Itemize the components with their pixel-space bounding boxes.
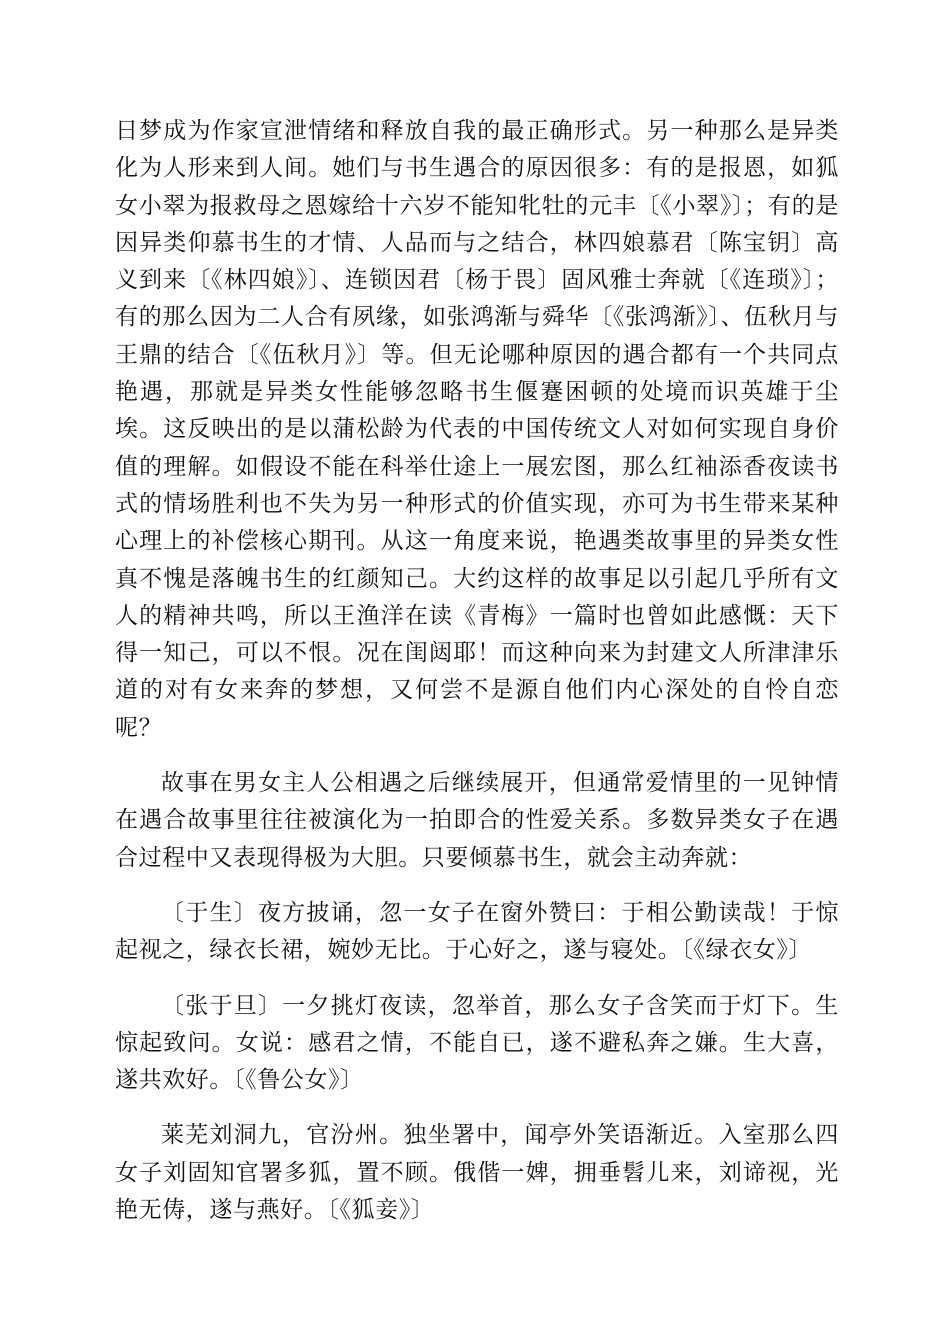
quote-huqie: 莱芜刘洞九，官汾州。独坐署中，闻亭外笑语渐近。入室那么四女子刘固知官署多狐，置不顾。俄偕一婢，拥垂髫儿来，刘谛视，光艳无俦，遂与燕好。〔《狐妾》〕 (115, 1122, 839, 1224)
paragraph-1: 日梦成为作家宣泄情绪和释放自我的最正确形式。另一种那么是异类化为人形来到人间。她们与书生遇合的原因很多：有的是报恩，如狐女小翠为报救母之恩嫁给十六岁不能知牝牡的元丰〔《小翠》〕；有的是因异类仰慕书生的才情、人品而与之结合，林四娘慕君〔陈宝钥〕高义到来〔《林四娘》〕、连锁因君〔杨于畏〕固风雅士奔就〔《连琐》〕；有的那么因为二人合有夙缘，如张鸿渐与舜华〔《张鸿渐》〕、伍秋月与王鼎的结合〔《伍秋月》〕等。但无论哪种原因的遇合都有一个共同点艳遇，那就是异类女性能够忽略书生偃蹇困顿的处境而识英雄于尘埃。这反映出的是以蒲松龄为代表的中国传统文人对如何实现自身价值的理解。如假设不能在科举仕途上一展宏图，那么红袖添香夜读书式的情场胜利也不失为另一种形式的价值实现，亦可为书生带来某种心理上的补偿核心期刊。从这一角度来说，艳遇类故事里的异类女性真不愧是落魄书生的红颜知己。大约这样的故事足以引起几乎所有文人的精神共鸣，所以王渔洋在读《青梅》一篇时也曾如此感慨：天下得一知己，可以不恨。况在闺闼耶！而这种向来为封建文人所津津乐道的对有女来奔的梦想，又何尝不是源自他们内心深处的自怜自恋呢？ (115, 118, 839, 741)
paragraph-2: 故事在男女主人公相遇之后继续展开，但通常爱情里的一见钟情在遇合故事里往往被演化为一拍即合的性爱关系。多数异类女子在遇合过程中又表现得极为大胆。只要倾慕书生，就会主动奔就： (115, 770, 839, 871)
quote-lvyinv: 〔于生〕夜方披诵，忽一女子在窗外赞曰：于相公勤读哉！于惊起视之，绿衣长裙，婉妙无比。于心好之，遂与寝处。〔《绿衣女》〕 (115, 899, 839, 964)
quote-lugongnv: 〔张于旦〕一夕挑灯夜读，忽举首，那么女子含笑而于灯下。生惊起致问。女说：感君之情，不能自已，遂不避私奔之嫌。生大喜，遂共欢好。〔《鲁公女》〕 (115, 992, 839, 1094)
document-page (115, 113, 839, 1229)
